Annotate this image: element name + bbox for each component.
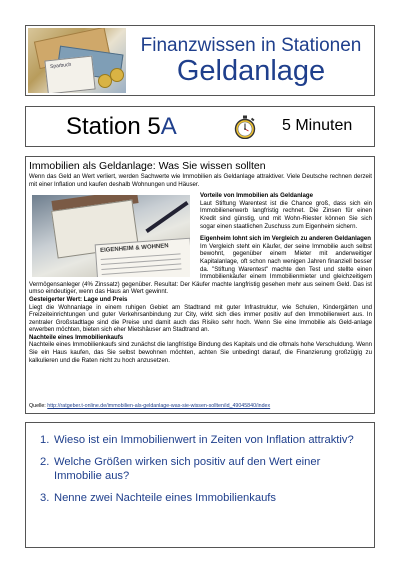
question-text: Wieso ist ein Immobilienwert in Zeiten von Inflation attraktiv? bbox=[54, 434, 354, 446]
coin-image bbox=[110, 68, 124, 82]
worksheet-header bbox=[25, 25, 375, 96]
question-item bbox=[40, 433, 370, 447]
section-title: Nachteile eines Immobilienkaufs bbox=[29, 333, 124, 341]
station-prefix: Station 5 bbox=[66, 113, 161, 140]
questions-box bbox=[25, 422, 375, 548]
section-title: Vorteile von Immobilien als Geldanlage bbox=[200, 192, 313, 200]
question-list bbox=[40, 433, 370, 513]
article-source bbox=[29, 403, 270, 409]
section-text: Nachteile eines Immobilienkaufs sind zunächst die langfristige Bindung des Kapitals und die oftmals hohe Verschuldung. Wenn Sie ein Haus kaufen, das Sie selbst bewohnen möchten, achten Sie unbedingt darauf, die Finanzierung großzügig zu kalkulieren und die Raten nicht zu hoch anzusetzen. bbox=[29, 341, 372, 364]
article-lead: Wenn das Geld an Wert verliert, werden Sachwerte wie Immobilien als Geldanlage attraktiver. Viele Deutsche rechnen derzeit mit einer Inflation und kaufen deshalb Wohnungen und Häuser. bbox=[29, 173, 372, 188]
question-number: 2. bbox=[40, 456, 50, 468]
source-link[interactable]: http://ratgeber.t-online.de/immobilien-als-geldanlage-was-sie-wissen-sollten/id_49045840/index bbox=[47, 403, 271, 409]
article-image bbox=[32, 195, 190, 277]
article-content bbox=[29, 160, 372, 364]
station-letter: A bbox=[160, 113, 177, 140]
newspaper-image bbox=[95, 238, 190, 277]
article-heading: Immobilien als Geldanlage: Was Sie wissen sollten bbox=[29, 160, 266, 172]
section-text: Laut Stiftung Warentest ist die Chance groß, dass sich ein Immobilienerwerb langfristig rechnet. Die Zinsen für einen Kredit sind günstig, und mit Wohn-Riester können Sie sich sogar einen staatlichen Zuschuss zum Eigenheim sichern. bbox=[200, 199, 372, 230]
question-item bbox=[40, 491, 370, 505]
source-label: Quelle: bbox=[29, 403, 48, 409]
header-photo bbox=[28, 28, 126, 93]
header-subtitle: Finanzwissen in Stationen bbox=[140, 35, 362, 56]
question-number: 1. bbox=[40, 434, 50, 446]
question-number: 3. bbox=[40, 492, 50, 504]
station-duration: 5 Minuten bbox=[282, 117, 353, 134]
section-title: Gesteigerter Wert: Lage und Preis bbox=[29, 295, 128, 303]
newspaper-headline: EIGENHEIM & WOHNEN bbox=[99, 243, 169, 255]
text-line bbox=[102, 269, 182, 276]
question-item bbox=[40, 455, 370, 483]
question-text: Nenne zwei Nachteile eines Immobilienkaufs bbox=[54, 492, 276, 504]
article-box bbox=[25, 156, 375, 414]
savings-book-image: Sparbuch bbox=[44, 56, 95, 93]
pen-image bbox=[145, 201, 188, 233]
station-bar bbox=[25, 106, 375, 147]
section-title: Eigenheim lohnt sich im Vergleich zu anderen Geldanlagen bbox=[200, 235, 372, 243]
section-text: Liegt die Wohnanlage in einem ruhigen Gebiet am Stadtrand mit guter Infrastruktur, wie Schulen, Kindergärten und Freizeiteinrichtungen und guter Verkehrsanbindung zur City, wirkt sich dies immer positiv auf den Immobilienwert aus. In zentraler Großstadtlage sind die Preise und damit auch das Risiko sehr hoch. Wenn Sie eine Immobilie als Geld-anlage erwerben möchten, bieten sich eher Mietshäuser am Stadtrand an. bbox=[29, 303, 372, 334]
question-text: Welche Größen wirken sich positiv auf den Wert einer Immobilie aus? bbox=[54, 456, 321, 482]
station-label bbox=[66, 113, 177, 141]
stopwatch-icon bbox=[233, 115, 257, 139]
header-title: Geldanlage bbox=[176, 55, 326, 87]
section-text: Im Vergleich steht ein Käufer, der seine Immobilie auch selbst bewohnt, gegenüber einem Mieter mit anderweitiger Kapitalanlage, oft schon nach wenigen Jahren finanziell besser da. "Stiftung Warentest" machte den Test und stellte einen Immobilienkäufer einem Immobilienmieter und gleichzeitigem Vermögensanleger (4% Zinssatz) gegenüber. Resultat: Der Käufer machte langfristig gesehen mehr aus seinem Geld. Das ist umso eindeutiger, wenn das Haus an Wert gewinnt. bbox=[29, 242, 372, 296]
